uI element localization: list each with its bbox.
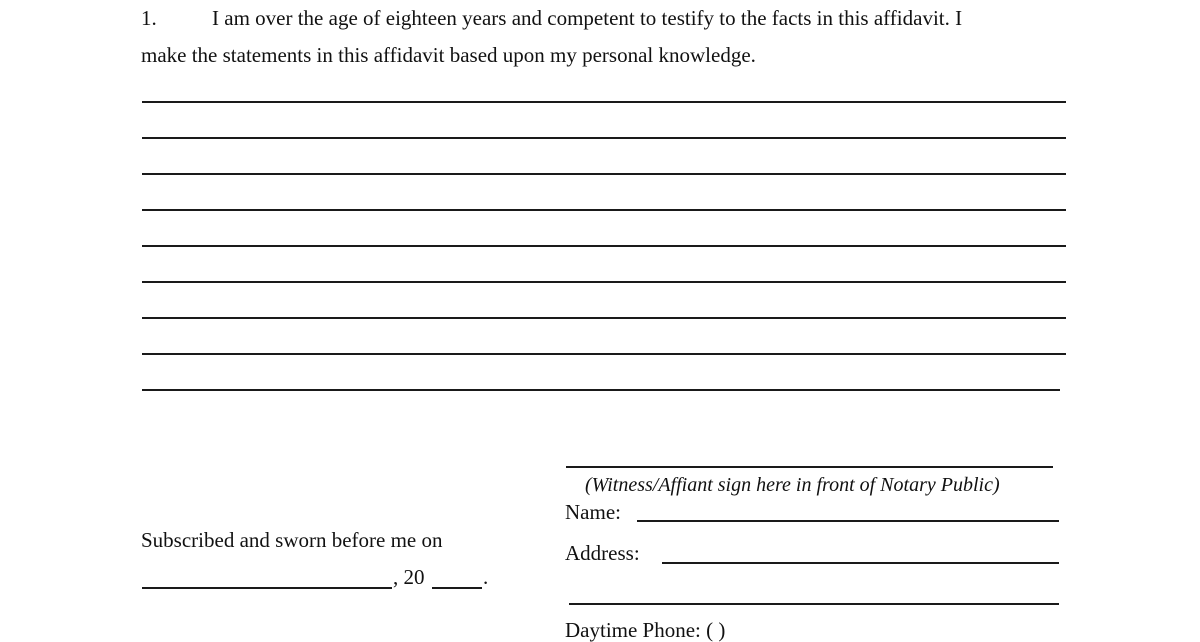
phone-label: Daytime Phone: ( ) [565, 618, 726, 642]
statement-line-2[interactable] [142, 137, 1066, 139]
date-year-prefix: , 20 [393, 565, 425, 589]
name-label: Name: [565, 500, 621, 524]
date-period: . [483, 565, 489, 589]
address-field[interactable] [662, 562, 1059, 564]
statement-line-1[interactable] [142, 101, 1066, 103]
address-label: Address: [565, 541, 640, 565]
paragraph-line-2: make the statements in this affidavit based upon my personal knowledge. [141, 43, 756, 67]
subscribed-label: Subscribed and sworn before me on [141, 528, 443, 552]
signature-line[interactable] [566, 466, 1053, 468]
signature-caption: (Witness/Affiant sign here in front of Notary Public) [585, 474, 1000, 496]
statement-line-6[interactable] [142, 281, 1066, 283]
statement-line-8[interactable] [142, 353, 1066, 355]
address-field-line-2[interactable] [569, 603, 1059, 605]
paragraph-number: 1. [141, 6, 157, 30]
phone-label-cutoff [565, 618, 865, 642]
name-field[interactable] [637, 520, 1059, 522]
paragraph-line-1: I am over the age of eighteen years and competent to testify to the facts in this affidavit. I [212, 6, 963, 30]
statement-line-9[interactable] [142, 389, 1060, 391]
year-field[interactable] [432, 587, 482, 589]
statement-line-3[interactable] [142, 173, 1066, 175]
date-field[interactable] [142, 587, 392, 589]
statement-line-4[interactable] [142, 209, 1066, 211]
statement-line-7[interactable] [142, 317, 1066, 319]
statement-line-5[interactable] [142, 245, 1066, 247]
